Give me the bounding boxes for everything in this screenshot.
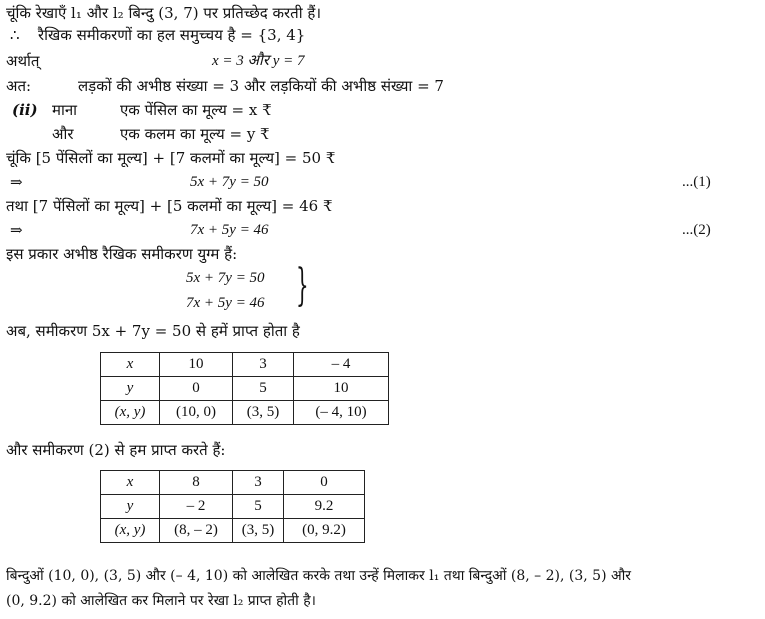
table-cell: (– 4, 10) (294, 401, 389, 425)
implies-1: ⇒ (10, 173, 23, 191)
pair-intro: इस प्रकार अभीष्ठ रैखिक समीकरण युग्म हैं: (6, 245, 238, 263)
part-ii-label: (ii) (12, 101, 38, 119)
table-cell: 0 (160, 377, 233, 401)
boys-girls-count: लड़कों की अभीष्ठ संख्या = 3 और लड़कियों की अभीष्ठ संख्या = 7 (78, 77, 444, 95)
table-cell: – 2 (160, 495, 233, 519)
table-row (101, 377, 389, 401)
table-cell: (8, – 2) (160, 519, 233, 543)
table-cell: x (101, 353, 160, 377)
equation-1-number: ...(1) (682, 174, 711, 190)
equation-1: 5x + 7y = 50 (190, 174, 269, 190)
table2-intro: और समीकरण (2) से हम प्राप्त करते हैं: (6, 441, 226, 459)
table-cell: – 4 (294, 353, 389, 377)
line-intersection: चूंकि रेखाएँ l₁ और l₂ बिन्दु (3, 7) पर प्रतिच्छेद करती हैं। (6, 4, 322, 22)
table-cell: 10 (160, 353, 233, 377)
condition-1: चूंकि [5 पेंसिलों का मूल्य] + [7 कलमों का मूल्य] = 50 ₹ (6, 149, 336, 167)
table-cell: (3, 5) (233, 401, 294, 425)
conclusion-line-1: बिन्दुओं (10, 0), (3, 5) और (– 4, 10) को आलेखित करके तथा उन्हें मिलाकर l₁ तथा बिन्दुओं (8, – 2), (3, 5) और (6, 568, 632, 584)
pencil-price-def: एक पेंसिल का मूल्य = x ₹ (120, 101, 272, 119)
table-row (101, 401, 389, 425)
table-row (101, 353, 389, 377)
table1-intro: अब, समीकरण 5x + 7y = 50 से हमें प्राप्त होता है (6, 322, 300, 340)
table-cell: 10 (294, 377, 389, 401)
equation-2: 7x + 5y = 46 (190, 222, 269, 238)
table-row (101, 519, 365, 543)
table-cell: 9.2 (284, 495, 365, 519)
table-cell: (x, y) (101, 401, 160, 425)
table-cell: 8 (160, 471, 233, 495)
table-cell: y (101, 495, 160, 519)
table-cell: y (101, 377, 160, 401)
xy-values: x = 3 और y = 7 (212, 53, 305, 69)
table-cell: 5 (233, 377, 294, 401)
table-cell: (0, 9.2) (284, 519, 365, 543)
solution-set-line: रैखिक समीकरणों का हल समुच्चय है = {3, 4} (38, 26, 306, 44)
table-cell: (x, y) (101, 519, 160, 543)
pen-price-def: एक कलम का मूल्य = y ₹ (120, 125, 270, 143)
table-cell: x (101, 471, 160, 495)
atah-label: अत: (6, 77, 32, 95)
table-cell: 3 (233, 471, 284, 495)
pair-brace: } (296, 260, 309, 311)
pair-equation-1: 5x + 7y = 50 (186, 270, 265, 286)
table-cell: 5 (233, 495, 284, 519)
aur-label: और (52, 125, 74, 143)
table-equation-1 (100, 352, 389, 425)
pair-equation-2: 7x + 5y = 46 (186, 295, 265, 311)
table-cell: (3, 5) (233, 519, 284, 543)
table-equation-2 (100, 470, 365, 543)
condition-2: तथा [7 पेंसिलों का मूल्य] + [5 कलमों का मूल्य] = 46 ₹ (6, 197, 333, 215)
arthat-label: अर्थात् (6, 52, 40, 70)
equation-2-number: ...(2) (682, 222, 711, 238)
table-cell: 3 (233, 353, 294, 377)
conclusion-line-2: (0, 9.2) को आलेखित कर मिलाने पर रेखा l₂ प्राप्त होती है। (6, 593, 316, 609)
mana-label: माना (52, 101, 78, 119)
table-cell: 0 (284, 471, 365, 495)
table-row (101, 495, 365, 519)
implies-2: ⇒ (10, 221, 23, 239)
table-cell: (10, 0) (160, 401, 233, 425)
therefore-symbol: ∴ (10, 26, 20, 44)
table-row (101, 471, 365, 495)
